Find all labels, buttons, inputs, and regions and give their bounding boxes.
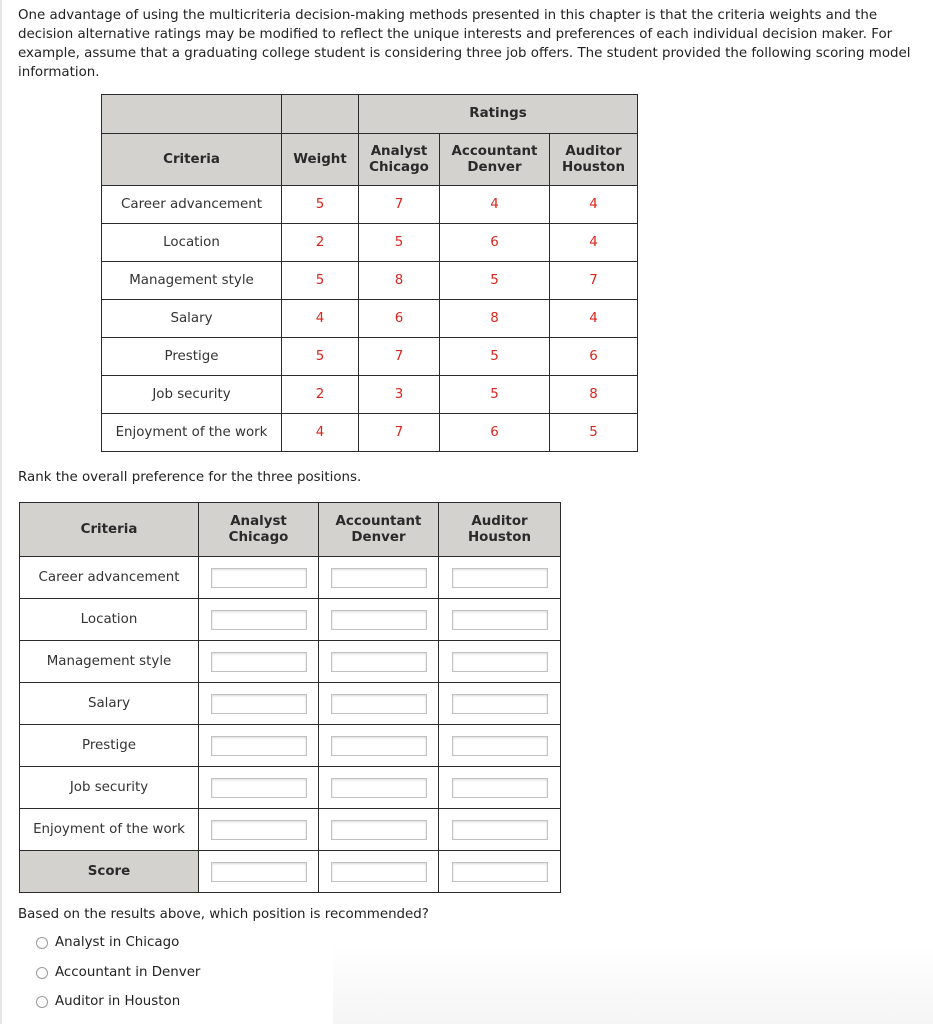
weight-cell: 2 (282, 376, 359, 414)
analyst-answer-input[interactable] (211, 610, 307, 630)
accountant-rating-cell: 5 (440, 338, 550, 376)
rank-question: Rank the overall preference for the three positions. (18, 470, 362, 485)
ranking-table (19, 502, 561, 893)
table-row (102, 414, 638, 452)
scoring-model-table (101, 94, 638, 452)
analyst-rating-cell: 7 (359, 414, 440, 452)
criteria-cell: Job security (20, 767, 199, 809)
recommendation-question: Based on the results above, which position is recommended? (18, 907, 429, 922)
accountant-answer-input[interactable] (331, 652, 427, 672)
analyst-rating-cell: 7 (359, 338, 440, 376)
criteria-cell: Career advancement (102, 186, 282, 224)
score-auditor-input[interactable] (452, 862, 548, 882)
weight-cell: 2 (282, 224, 359, 262)
analyst-answer-input[interactable] (211, 778, 307, 798)
analyst-rating-cell: 6 (359, 300, 440, 338)
radio-button[interactable] (36, 967, 48, 979)
table-row (102, 224, 638, 262)
weight-cell: 4 (282, 414, 359, 452)
table-row (20, 767, 561, 809)
auditor-rating-cell: 4 (550, 186, 638, 224)
accountant-answer-input[interactable] (331, 694, 427, 714)
weight-cell: 5 (282, 338, 359, 376)
auditor-rating-cell: 5 (550, 414, 638, 452)
table-row (102, 300, 638, 338)
auditor-rating-cell: 4 (550, 300, 638, 338)
auditor-houston-header: Auditor Houston (439, 503, 561, 557)
accountant-rating-cell: 6 (440, 224, 550, 262)
analyst-chicago-header: Analyst Chicago (359, 134, 440, 186)
analyst-rating-cell: 7 (359, 186, 440, 224)
table-row (102, 376, 638, 414)
auditor-houston-header: Auditor Houston (550, 134, 638, 186)
ratings-header: Ratings (359, 95, 638, 134)
score-label: Score (20, 851, 199, 893)
analyst-rating-cell: 8 (359, 262, 440, 300)
analyst-answer-input[interactable] (211, 820, 307, 840)
problem-intro: One advantage of using the multicriteria decision-making methods presented in this chapter is that the criteria weights and the decision alternative ratings may be modified to reflect the unique interests and preferences of each individual decision maker. For example, assume that a graduating college student is considering three job offers. The student provided the following scoring model information. (18, 8, 911, 80)
accountant-rating-cell: 8 (440, 300, 550, 338)
criteria-cell: Location (20, 599, 199, 641)
accountant-denver-header: Accountant Denver (319, 503, 439, 557)
auditor-rating-cell: 8 (550, 376, 638, 414)
auditor-answer-input[interactable] (452, 820, 548, 840)
accountant-answer-input[interactable] (331, 778, 427, 798)
table-row (20, 599, 561, 641)
table-row (20, 557, 561, 599)
weight-header: Weight (282, 134, 359, 186)
analyst-answer-input[interactable] (211, 652, 307, 672)
auditor-answer-input[interactable] (452, 778, 548, 798)
table-row (102, 186, 638, 224)
criteria-cell: Salary (20, 683, 199, 725)
radio-button[interactable] (36, 996, 48, 1008)
accountant-answer-input[interactable] (331, 568, 427, 588)
table-row (102, 338, 638, 376)
accountant-rating-cell: 5 (440, 262, 550, 300)
background-fade (333, 944, 933, 1024)
table-header-row (102, 95, 638, 134)
analyst-answer-input[interactable] (211, 568, 307, 588)
auditor-answer-input[interactable] (452, 652, 548, 672)
auditor-answer-input[interactable] (452, 568, 548, 588)
table-row (20, 725, 561, 767)
accountant-denver-header: Accountant Denver (440, 134, 550, 186)
auditor-rating-cell: 7 (550, 262, 638, 300)
table-row (20, 641, 561, 683)
auditor-answer-input[interactable] (452, 610, 548, 630)
radio-button[interactable] (36, 937, 48, 949)
table-header-row (20, 503, 561, 557)
criteria-header: Criteria (20, 503, 199, 557)
table-header-row (102, 134, 638, 186)
table-row (20, 809, 561, 851)
auditor-answer-input[interactable] (452, 736, 548, 756)
criteria-cell: Management style (20, 641, 199, 683)
accountant-rating-cell: 6 (440, 414, 550, 452)
table-row (102, 262, 638, 300)
criteria-cell: Salary (102, 300, 282, 338)
criteria-cell: Prestige (20, 725, 199, 767)
accountant-answer-input[interactable] (331, 820, 427, 840)
criteria-cell: Enjoyment of the work (102, 414, 282, 452)
left-border (0, 0, 2, 1024)
criteria-cell: Career advancement (20, 557, 199, 599)
option-analyst-chicago[interactable] (36, 935, 179, 950)
option-label: Analyst in Chicago (55, 935, 180, 950)
accountant-answer-input[interactable] (331, 736, 427, 756)
criteria-cell: Job security (102, 376, 282, 414)
accountant-rating-cell: 5 (440, 376, 550, 414)
accountant-answer-input[interactable] (331, 610, 427, 630)
criteria-cell: Prestige (102, 338, 282, 376)
option-auditor-houston[interactable] (36, 994, 180, 1009)
table-row (20, 683, 561, 725)
criteria-cell: Location (102, 224, 282, 262)
analyst-rating-cell: 3 (359, 376, 440, 414)
criteria-cell: Enjoyment of the work (20, 809, 199, 851)
criteria-cell: Management style (102, 262, 282, 300)
option-label: Auditor in Houston (55, 994, 181, 1009)
score-row (20, 851, 561, 893)
analyst-rating-cell: 5 (359, 224, 440, 262)
analyst-answer-input[interactable] (211, 694, 307, 714)
option-label: Accountant in Denver (55, 965, 201, 980)
score-accountant-input[interactable] (331, 862, 427, 882)
auditor-rating-cell: 6 (550, 338, 638, 376)
accountant-rating-cell: 4 (440, 186, 550, 224)
analyst-chicago-header: Analyst Chicago (199, 503, 319, 557)
weight-cell: 4 (282, 300, 359, 338)
analyst-answer-input[interactable] (211, 736, 307, 756)
option-accountant-denver[interactable] (36, 965, 200, 980)
score-analyst-input[interactable] (211, 862, 307, 882)
weight-cell: 5 (282, 186, 359, 224)
weight-cell: 5 (282, 262, 359, 300)
auditor-rating-cell: 4 (550, 224, 638, 262)
criteria-header: Criteria (102, 134, 282, 186)
auditor-answer-input[interactable] (452, 694, 548, 714)
